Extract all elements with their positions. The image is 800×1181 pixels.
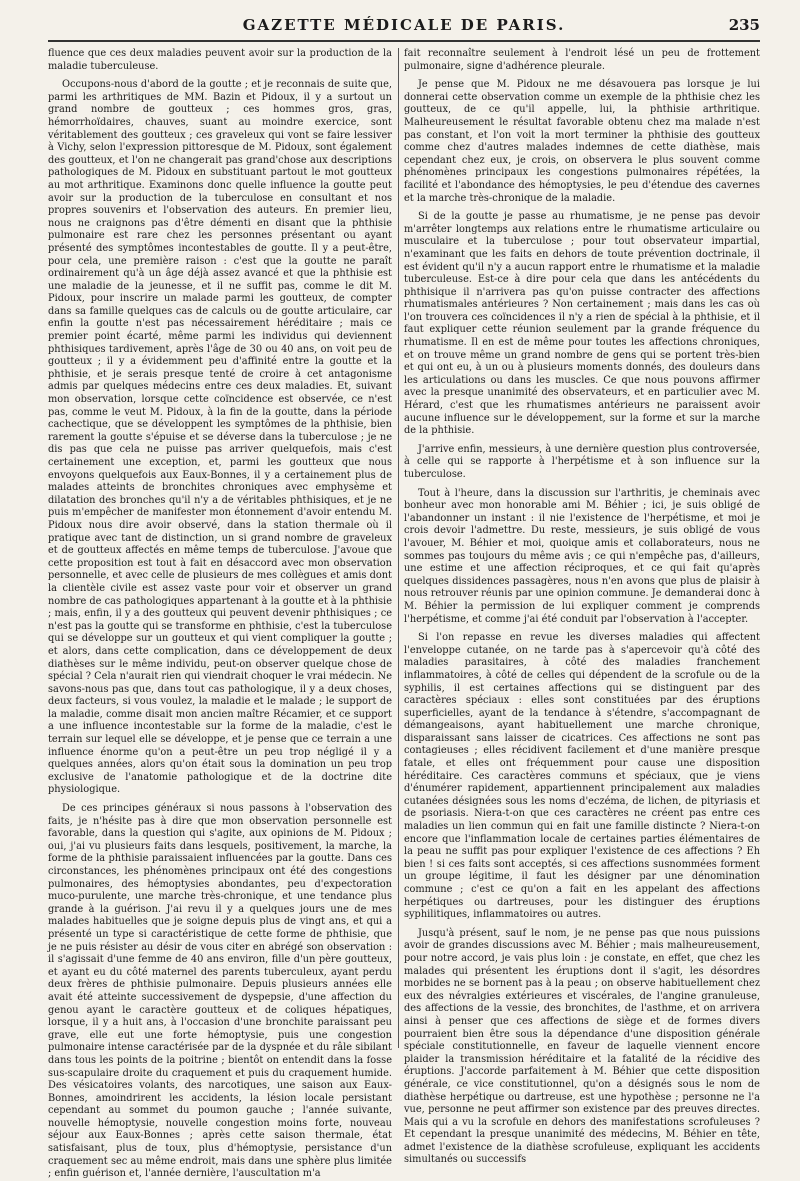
paragraph: Si l'on repasse en revue les diverses maladies qui affectent l'enveloppe cutanée, on ne tarde pas à s'apercevoir qu'à côté des maladies parasitaires, à côté des maladies franchement inflammatoires, à côté de celles qui dépendent de la scrofule ou de la syphilis, il est certaines affections qui se distinguent par des caractères spéciaux : elles sont constituées par des éruptions superficielles, ayant de la tendance à s'étendre, s'accompagnant de démangeaisons, ayant habituellement une marche chronique, disparaissant sans laisser de cicatrices. Ces affections ne sont pas contagieuses ; elles récidivent facilement et d'une manière presque fatale, et elles ont fréquemment pour cause une disposition héréditaire. Ces caractères communs et spéciaux, que je viens d'énumérer rapidement, appartiennent principalement aux maladies cutanées désignées sous les noms d'eczéma, de lichen, de pityriasis et de psoriasis. Niera-t-on que ces caractères ne créent pas entre ces maladies un lien commun qui en fait une famille distincte ? Niera-t-on encore que l'inflammation locale de certaines parties élémentaires de la peau ne suffit pas pour expliquer l'existence de ces affections ? Eh bien ! si ces faits sont acceptés, si ces affections susnommées forment un groupe légitime, il faut les désigner par une dénomination commune ; c'est ce qu'on a fait en les appelant des affections herpétiques ou dartreuses, pour les distinguer des éruptions syphilitiques, inflammatoires ou autres. (404, 632, 760, 921)
column-divider (398, 48, 399, 1048)
left-column (48, 48, 392, 1180)
journal-title: GAZETTE MÉDICALE DE PARIS. (242, 16, 566, 34)
page-number: 235 (728, 16, 760, 34)
paragraph: fait reconnaître seulement à l'endroit lésé un peu de frottement pulmonaire, signe d'adhérence pleurale. (404, 48, 760, 72)
paragraph: fluence que ces deux maladies peuvent avoir sur la production de la maladie tuberculeuse. (48, 48, 392, 72)
page-header (48, 14, 760, 42)
right-column (404, 48, 760, 1166)
paragraph: De ces principes généraux si nous passons à l'observation des faits, je n'hésite pas à dire que mon observation personnelle est favorable, dans la question qui s'agite, aux opinions de M. Pidoux ; oui, j'ai vu plusieurs faits dans lesquels, positivement, la marche, la forme de la phthisie paraissaient influencées par la goutte. Dans ces circonstances, les phénomènes principaux ont été des congestions pulmonaires, des hémoptysies abondantes, peu d'expectoration muco-purulente, une marche très-chronique, et une tendance plus grande à la guérison. J'ai revu il y a quelques jours une de mes malades habituelles que je soigne depuis plus de vingt ans, et qui a présenté un type si caractéristique de cette forme de phthisie, que je ne puis résister au désir de vous citer en abrégé son observation : il s'agissait d'une femme de 40 ans environ, fille d'un père goutteux, et ayant eu du côté maternel des parents tuberculeux, ayant perdu deux frères de phthisie pulmonaire. Depuis plusieurs années elle avait été atteinte successivement de dyspepsie, d'une affection du genou ayant le caractère goutteux et de coliques hépatiques, lorsque, il y a huit ans, à l'occasion d'une bronchite paraissant peu grave, elle eut une forte hémoptysie, puis une congestion pulmonaire intense caractérisée par de la dyspnée et du râle sibilant dans tous les points de la poitrine ; bientôt on entendit dans la fosse sus-scapulaire droite du craquement et puis du craquement humide. Des vésicatoires volants, des narcotiques, une saison aux Eaux-Bonnes, amoindrirent les accidents, la lésion locale persistant cependant au sommet du poumon gauche ; l'année suivante, nouvelle hémoptysie, nouvelle congestion moins forte, nouveau séjour aux Eaux-Bonnes ; après cette saison thermale, état satisfaisant, plus de toux, plus d'hémoptysie, persistance d'un craquement sec au même endroit, mais dans une sphère plus limitée ; enfin guérison et, l'année dernière, l'auscultation m'a (48, 803, 392, 1180)
paragraph: Jusqu'à présent, sauf le nom, je ne pense pas que nous puissions avoir de grandes discussions avec M. Béhier ; mais malheureusement, pour notre accord, je vais plus loin : je constate, en effet, que chez les malades qui présentent les éruptions dont il s'agit, les désordres morbides ne se bornent pas à la peau ; on observe habituellement chez eux des névralgies extérieures et viscérales, de l'angine granuleuse, des affections de la vessie, des bronchites, de l'asthme, et on arrivera ainsi à penser que ces affections de siège et de formes divers pourraient bien être sous la dépendance d'une disposition générale spéciale constitutionnelle, en faveur de laquelle viennent encore plaider la transmission héréditaire et la fatalité de la récidive des éruptions. J'accorde parfaitement à M. Béhier que cette disposition générale, ce vice constitutionnel, qu'on a désignés sous le nom de diathèse herpétique ou dartreuse, est une hypothèse ; personne ne l'a vue, personne ne peut affirmer son existence par des preuves directes. Mais qui a vu la scrofule en dehors des manifestations scrofuleuses ? Et cependant la presque unanimité des médecins, M. Béhier en tête, admet l'existence de la diathèse scrofuleuse, expliquant les accidents simultanés ou successifs (404, 927, 760, 1166)
paragraph: Occupons-nous d'abord de la goutte ; et je reconnais de suite que, parmi les arthritiques de MM. Bazin et Pidoux, il y a surtout un grand nombre de goutteux ; ces hommes gros, gras, hémorrhoïdaires, chauves, suant au moindre exercice, sont véritablement des goutteux ; ces graveleux qui vont se faire lessiver à Vichy, selon l'expression pittoresque de M. Pidoux, sont également des goutteux, et l'on ne changerait pas grand'chose aux descriptions pathologiques de M. Pidoux en substituant partout le mot goutteux au mot arthritique. Examinons donc quelle influence la goutte peut avoir sur la production de la tuberculose en consultant et nos propres souvenirs et l'observation des auteurs. En premier lieu, nous ne craignons pas d'être démenti en disant que la phthisie pulmonaire est rare chez les personnes présentant ou ayant présenté des symptômes incontestables de goutte. Il y a peut-être, pour cela, une première raison : c'est que la goutte ne paraît ordinairement qu'à un âge déjà assez avancé et que la phthisie est une maladie de la jeunesse, et il ne suffit pas, comme le dit M. Pidoux, pour inscrire un malade parmi les goutteux, de compter dans sa famille quelques cas de calculs ou de goutte articulaire, car enfin la goutte n'est pas nécessairement héréditaire ; mais ce premier point écarté, même parmi les individus qui deviennent phthisiques tardivement, après l'âge de 30 ou 40 ans, on voit peu de goutteux ; il y a évidemment peu d'affinité entre la goutte et la phthisie, et je serais presque tenté de croire à cet antagonisme admis par quelques médecins entre ces deux maladies. Et, suivant mon observation, lorsque cette coïncidence est observée, ce n'est pas, comme le veut M. Pidoux, à la fin de la goutte, dans la période cachectique, que se développent les symptômes de la phthisie, bien rarement la goutte s'épuise et se déverse dans la tuberculose ; je ne dis pas que cela ne puisse pas arriver quelquefois, mais c'est certainement une exception, et, parmi les goutteux que nous envoyons quelquefois aux Eaux-Bonnes, il y a certainement plus de malades atteints de bronchites chroniques avec emphysème et dilatation des bronches qu'il n'y a de véritables phthisiques, et je ne puis m'empêcher de manifester mon étonnement d'avoir entendu M. Pidoux nous dire avoir observé, dans la station thermale où il pratique avec tant de distinction, un si grand nombre de graveleux et de goutteux affectés en même temps de tuberculose. J'avoue que cette proposition est tout à fait en désaccord avec mon observation personnelle, et avec celle de plusieurs de mes collègues et amis dont la clientèle civile est assez vaste pour voir et observer un grand nombre de cas pathologiques appartenant à la goutte et à la phthisie ; mais, enfin, il y a des goutteux qui peuvent devenir phthisiques ; ce n'est pas la goutte qui se transforme en phthisie, c'est la tuberculose qui se développe sur un goutteux et qui vient compliquer la goutte ; et alors, dans cette complication, dans ce développement de deux diathèses sur le même individu, peut-on observer quelque chose de spécial ? Cela n'aurait rien qui viendrait choquer le vrai médecin. Ne savons-nous pas que, dans tout cas pathologique, il y a deux choses, deux facteurs, si vous voulez, la maladie et le malade ; le support de la maladie, comme disait mon ancien maître Récamier, et ce support a une influence incontestable sur la forme de la maladie, c'est le terrain sur lequel elle se développe, et je pense que ce terrain a une influence énorme qu'on a peut-être un peu trop négligé il y a quelques années, alors qu'on était sous la domination un peu trop exclusive de l'anatomie pathologique et de la doctrine dite physiologique. (48, 79, 392, 796)
paragraph: Si de la goutte je passe au rhumatisme, je ne pense pas devoir m'arrêter longtemps aux relations entre le rhumatisme articulaire ou musculaire et la tuberculose ; pour tout observateur impartial, n'examinant que les faits en dehors de toute prévention doctrinale, il est évident qu'il n'y a aucun rapport entre le rhumatisme et la maladie tuberculeuse. Est-ce à dire pour cela que dans les antécédents du phthisique il n'arrivera pas qu'on puisse contracter des affections rhumatismales antérieures ? Non certainement ; mais dans les cas où l'on trouvera ces coïncidences il n'y a rien de spécial à la phthisie, et il faut expliquer cette réunion seulement par la grande fréquence du rhumatisme. Il en est de même pour toutes les affections chroniques, et on trouve même un grand nombre de gens qui se portent très-bien et qui ont eu, à un ou à plusieurs moments donnés, des douleurs dans les articulations ou dans les muscles. Ce que nous pouvons affirmer avec la presque unanimité des observateurs, et en particulier avec M. Hérard, c'est que les rhumatismes antérieurs ne paraissent avoir aucune influence sur le développement, sur la forme et sur la marche de la phthisie. (404, 211, 760, 437)
paragraph: Tout à l'heure, dans la discussion sur l'arthritis, je cheminais avec bonheur avec mon honorable ami M. Béhier ; ici, je suis obligé de l'abandonner un instant : il nie l'existence de l'herpétisme, et moi je crois devoir l'admettre. Du reste, messieurs, je suis obligé de vous l'avouer, M. Béhier et moi, quoique amis et collaborateurs, nous ne sommes pas toujours du même avis ; ce qui n'empêche pas, d'ailleurs, une estime et une affection réciproques, et ce qui fait qu'après quelques dissidences passagères, nous n'en avons que plus de plaisir à nous retrouver réunis par une opinion commune. Je demanderai donc à M. Béhier la permission de lui expliquer comment je comprends l'herpétisme, et comme j'ai été conduit par l'observation à l'accepter. (404, 487, 760, 625)
paragraph: J'arrive enfin, messieurs, à une dernière question plus controversée, à celle qui se rapporte à l'herpétisme et à son influence sur la tuberculose. (404, 443, 760, 480)
paragraph: Je pense que M. Pidoux ne me désavouera pas lorsque je lui donnerai cette observation comme un exemple de la phthisie chez les goutteux, de ce qu'il appelle, lui, la phthisie arthritique. Malheureusement le résultat favorable obtenu chez ma malade n'est pas constant, et l'on voit la mort terminer la phthisie des goutteux comme chez d'autres malades indemnes de cette diathèse, mais cependant chez eux, je crois, on observera le plus souvent comme phénomènes principaux les congestions pulmonaires répétées, la facilité et l'abondance des hémoptysies, le peu d'étendue des cavernes et la marche très-chronique de la maladie. (404, 79, 760, 204)
